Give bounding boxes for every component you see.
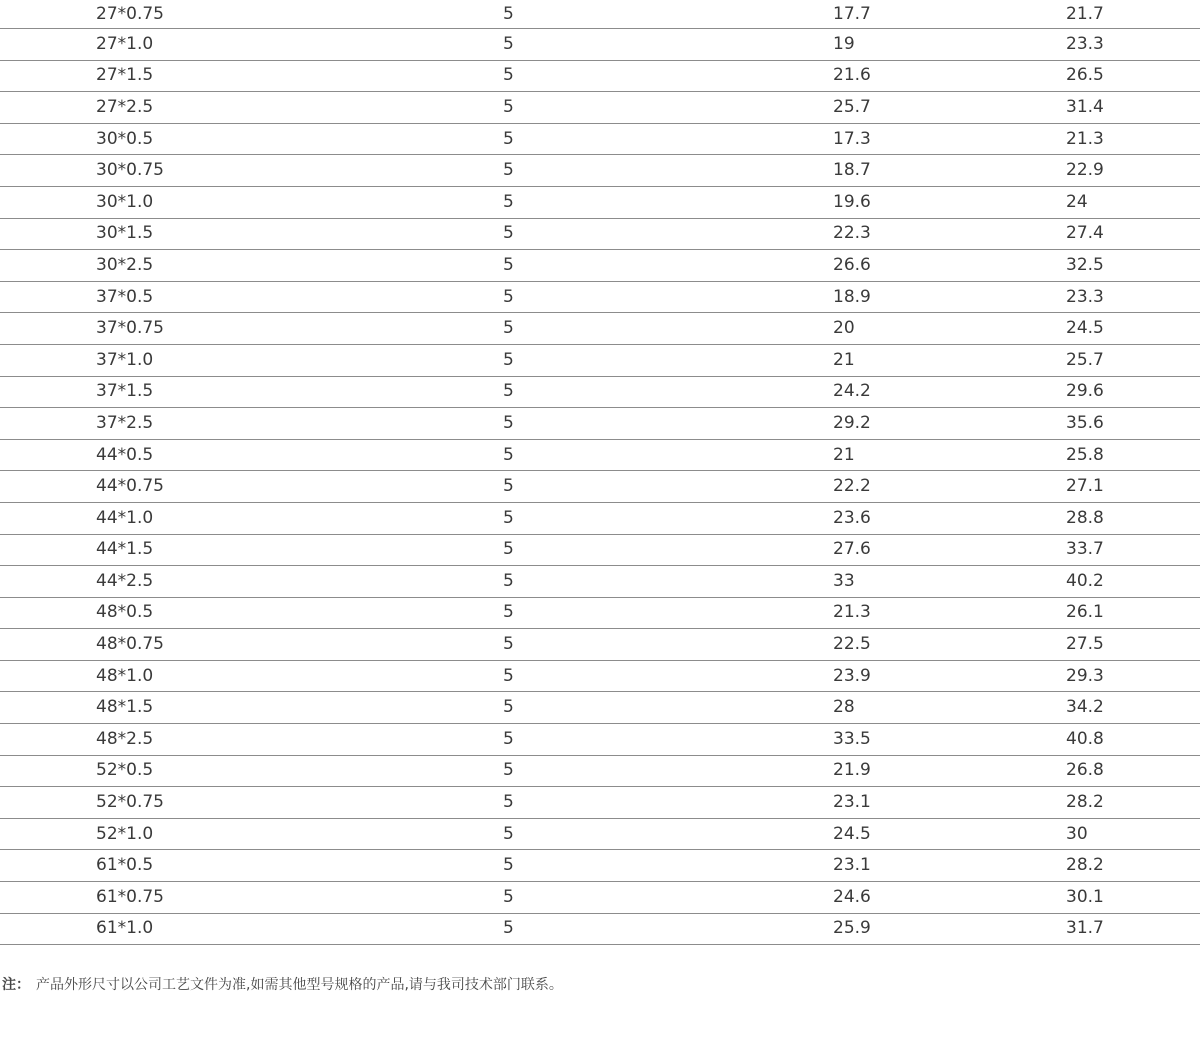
table-row — [0, 534, 1200, 566]
table-row — [0, 850, 1200, 882]
cell-cores: 5 — [503, 724, 833, 756]
cell-max: 27.5 — [1066, 629, 1200, 661]
cell-min: 22.5 — [833, 629, 1066, 661]
cell-spec: 27*1.5 — [0, 60, 503, 92]
cell-spec: 37*1.5 — [0, 376, 503, 408]
cell-min: 18.9 — [833, 281, 1066, 313]
cell-spec: 44*0.75 — [0, 471, 503, 503]
cell-min: 17.7 — [833, 0, 1066, 29]
cell-cores: 5 — [503, 913, 833, 945]
cell-cores: 5 — [503, 0, 833, 29]
table-row — [0, 250, 1200, 282]
cell-cores: 5 — [503, 344, 833, 376]
cell-min: 18.7 — [833, 155, 1066, 187]
cell-max: 40.2 — [1066, 566, 1200, 598]
cell-spec: 44*0.5 — [0, 439, 503, 471]
table-row — [0, 597, 1200, 629]
cell-spec: 61*0.75 — [0, 882, 503, 914]
cell-max: 40.8 — [1066, 724, 1200, 756]
cell-max: 24.5 — [1066, 313, 1200, 345]
cell-max: 31.4 — [1066, 92, 1200, 124]
cell-cores: 5 — [503, 60, 833, 92]
table-row — [0, 439, 1200, 471]
cell-min: 25.7 — [833, 92, 1066, 124]
cell-min: 23.6 — [833, 502, 1066, 534]
cell-spec: 37*0.5 — [0, 281, 503, 313]
cell-max: 26.8 — [1066, 755, 1200, 787]
cell-min: 22.2 — [833, 471, 1066, 503]
cell-min: 20 — [833, 313, 1066, 345]
cell-spec: 48*2.5 — [0, 724, 503, 756]
cell-max: 26.1 — [1066, 597, 1200, 629]
cell-min: 25.9 — [833, 913, 1066, 945]
cell-max: 28.2 — [1066, 787, 1200, 819]
cell-min: 27.6 — [833, 534, 1066, 566]
cell-max: 25.8 — [1066, 439, 1200, 471]
cell-min: 17.3 — [833, 123, 1066, 155]
cell-min: 26.6 — [833, 250, 1066, 282]
cell-min: 33.5 — [833, 724, 1066, 756]
table-row — [0, 660, 1200, 692]
table-row — [0, 408, 1200, 440]
cell-max: 35.6 — [1066, 408, 1200, 440]
cell-max: 28.2 — [1066, 850, 1200, 882]
cell-max: 31.7 — [1066, 913, 1200, 945]
cell-min: 21.6 — [833, 60, 1066, 92]
table-row — [0, 281, 1200, 313]
cell-cores: 5 — [503, 92, 833, 124]
table-row — [0, 123, 1200, 155]
cell-min: 23.1 — [833, 787, 1066, 819]
cell-spec: 37*2.5 — [0, 408, 503, 440]
cell-cores: 5 — [503, 313, 833, 345]
cell-spec: 37*0.75 — [0, 313, 503, 345]
cell-spec: 48*1.0 — [0, 660, 503, 692]
cell-cores: 5 — [503, 597, 833, 629]
table-row — [0, 502, 1200, 534]
table-row — [0, 787, 1200, 819]
cell-cores: 5 — [503, 502, 833, 534]
table-row — [0, 92, 1200, 124]
cell-cores: 5 — [503, 155, 833, 187]
cell-cores: 5 — [503, 218, 833, 250]
cell-cores: 5 — [503, 882, 833, 914]
table-row — [0, 724, 1200, 756]
cell-max: 24 — [1066, 186, 1200, 218]
cell-max: 21.3 — [1066, 123, 1200, 155]
cell-min: 19 — [833, 29, 1066, 61]
cell-max: 27.1 — [1066, 471, 1200, 503]
cell-cores: 5 — [503, 123, 833, 155]
cell-spec: 27*0.75 — [0, 0, 503, 29]
table-row — [0, 566, 1200, 598]
cell-max: 30 — [1066, 818, 1200, 850]
cell-cores: 5 — [503, 787, 833, 819]
cell-cores: 5 — [503, 818, 833, 850]
cell-spec: 52*0.75 — [0, 787, 503, 819]
cell-cores: 5 — [503, 660, 833, 692]
cell-max: 21.7 — [1066, 0, 1200, 29]
footnote — [2, 974, 563, 994]
table-row — [0, 818, 1200, 850]
cell-min: 23.1 — [833, 850, 1066, 882]
cell-spec: 44*1.5 — [0, 534, 503, 566]
footnote-label: 注： — [2, 977, 30, 993]
cell-cores: 5 — [503, 629, 833, 661]
cell-cores: 5 — [503, 408, 833, 440]
cell-spec: 27*1.0 — [0, 29, 503, 61]
cell-max: 29.6 — [1066, 376, 1200, 408]
cell-max: 32.5 — [1066, 250, 1200, 282]
cell-max: 23.3 — [1066, 29, 1200, 61]
cell-spec: 30*0.5 — [0, 123, 503, 155]
cell-max: 28.8 — [1066, 502, 1200, 534]
cell-spec: 61*0.5 — [0, 850, 503, 882]
cell-cores: 5 — [503, 186, 833, 218]
cell-cores: 5 — [503, 29, 833, 61]
cell-spec: 37*1.0 — [0, 344, 503, 376]
cell-max: 30.1 — [1066, 882, 1200, 914]
table-row — [0, 155, 1200, 187]
table-row — [0, 471, 1200, 503]
cell-min: 19.6 — [833, 186, 1066, 218]
cell-max: 25.7 — [1066, 344, 1200, 376]
cell-spec: 52*0.5 — [0, 755, 503, 787]
cell-min: 24.6 — [833, 882, 1066, 914]
cell-cores: 5 — [503, 692, 833, 724]
cell-min: 24.2 — [833, 376, 1066, 408]
cell-min: 24.5 — [833, 818, 1066, 850]
cell-min: 33 — [833, 566, 1066, 598]
cell-min: 21 — [833, 344, 1066, 376]
cell-cores: 5 — [503, 850, 833, 882]
cell-spec: 27*2.5 — [0, 92, 503, 124]
cell-min: 22.3 — [833, 218, 1066, 250]
cell-cores: 5 — [503, 755, 833, 787]
cell-cores: 5 — [503, 281, 833, 313]
cell-min: 23.9 — [833, 660, 1066, 692]
cell-spec: 48*1.5 — [0, 692, 503, 724]
cell-min: 29.2 — [833, 408, 1066, 440]
table-row — [0, 913, 1200, 945]
table-row — [0, 629, 1200, 661]
cell-spec: 44*2.5 — [0, 566, 503, 598]
cell-max: 34.2 — [1066, 692, 1200, 724]
cell-spec: 30*1.0 — [0, 186, 503, 218]
cell-spec: 61*1.0 — [0, 913, 503, 945]
table-row — [0, 186, 1200, 218]
cell-max: 33.7 — [1066, 534, 1200, 566]
cell-spec: 48*0.5 — [0, 597, 503, 629]
cell-spec: 44*1.0 — [0, 502, 503, 534]
cell-cores: 5 — [503, 534, 833, 566]
cell-max: 29.3 — [1066, 660, 1200, 692]
table-row — [0, 344, 1200, 376]
table-row — [0, 29, 1200, 61]
cell-cores: 5 — [503, 250, 833, 282]
cell-max: 22.9 — [1066, 155, 1200, 187]
cell-cores: 5 — [503, 566, 833, 598]
cell-spec: 52*1.0 — [0, 818, 503, 850]
cell-min: 21.9 — [833, 755, 1066, 787]
cell-max: 23.3 — [1066, 281, 1200, 313]
cell-max: 26.5 — [1066, 60, 1200, 92]
cell-max: 27.4 — [1066, 218, 1200, 250]
table-row — [0, 755, 1200, 787]
footnote-text: 产品外形尺寸以公司工艺文件为准,如需其他型号规格的产品,请与我司技术部门联系。 — [36, 977, 563, 993]
cell-spec: 48*0.75 — [0, 629, 503, 661]
cell-min: 28 — [833, 692, 1066, 724]
table-row — [0, 60, 1200, 92]
table-row — [0, 692, 1200, 724]
cell-spec: 30*2.5 — [0, 250, 503, 282]
cell-cores: 5 — [503, 439, 833, 471]
table-row — [0, 882, 1200, 914]
cell-spec: 30*0.75 — [0, 155, 503, 187]
cell-spec: 30*1.5 — [0, 218, 503, 250]
cell-min: 21.3 — [833, 597, 1066, 629]
table-row — [0, 313, 1200, 345]
table-row — [0, 218, 1200, 250]
cell-cores: 5 — [503, 376, 833, 408]
table-row — [0, 376, 1200, 408]
cell-min: 21 — [833, 439, 1066, 471]
cell-cores: 5 — [503, 471, 833, 503]
table-row — [0, 0, 1200, 29]
